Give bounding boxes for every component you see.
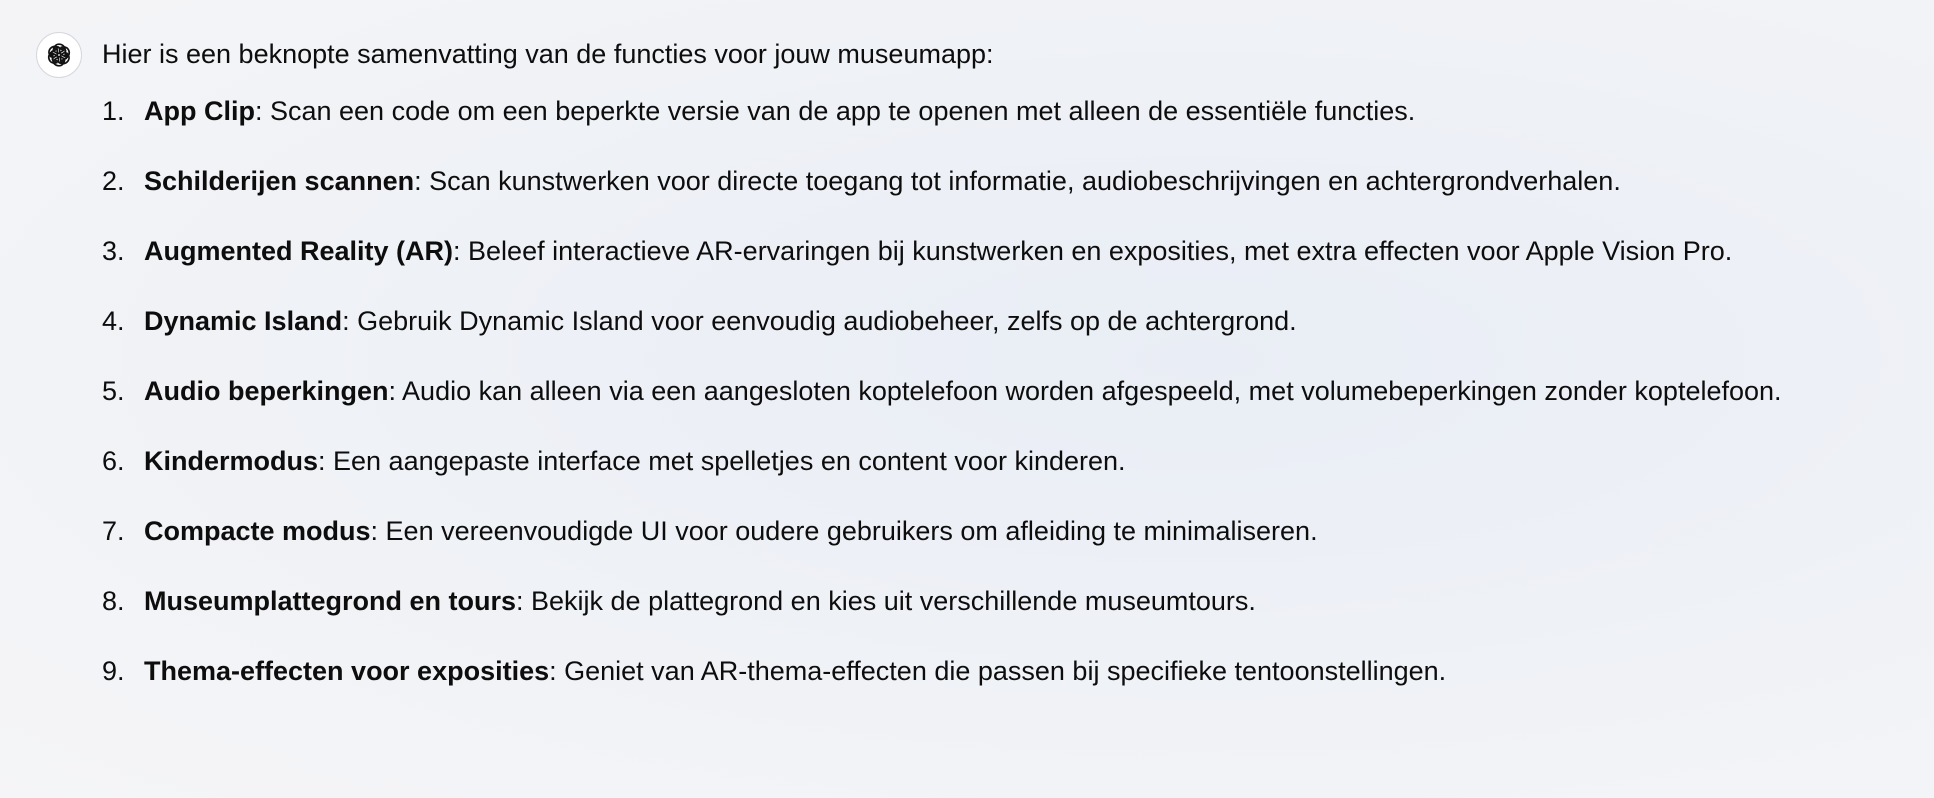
feature-description: : Een aangepaste interface met spelletjes en content voor kinderen. (318, 446, 1126, 476)
feature-description: : Geniet van AR-thema-effecten die passen bij specifieke tentoonstellingen. (549, 656, 1447, 686)
openai-logo-icon (43, 39, 75, 71)
intro-text: Hier is een beknopte samenvatting van de functies voor jouw museumapp: (102, 39, 994, 69)
list-item (102, 578, 1902, 624)
feature-title: Museumplattegrond en tours (144, 586, 517, 616)
list-number: 2. (102, 166, 125, 196)
feature-title: Dynamic Island (144, 306, 343, 336)
feature-description: : Gebruik Dynamic Island voor eenvoudig audiobeheer, zelfs op de achtergrond. (342, 306, 1297, 336)
list-item (102, 228, 1902, 274)
message-content (102, 30, 1902, 718)
list-number: 6. (102, 446, 125, 476)
feature-title: Schilderijen scannen (144, 166, 415, 196)
feature-title: App Clip (144, 96, 255, 126)
list-item (102, 508, 1902, 554)
feature-title: Kindermodus (144, 446, 319, 476)
feature-description: : Scan een code om een beperkte versie van de app te openen met alleen de essentiële functies. (254, 96, 1416, 126)
list-item (102, 368, 1864, 414)
feature-title: Compacte modus (144, 516, 371, 546)
feature-description: : Audio kan alleen via een aangesloten koptelefoon worden afgespeeld, met volumebeperkingen zonder koptelefoon. (388, 376, 1782, 406)
list-number: 8. (102, 586, 125, 616)
list-item (102, 158, 1902, 204)
feature-description: : Bekijk de plattegrond en kies uit verschillende museumtours. (516, 586, 1256, 616)
list-number: 9. (102, 656, 125, 686)
assistant-avatar (36, 32, 82, 78)
list-number: 5. (102, 376, 125, 406)
feature-title: Augmented Reality (AR) (144, 236, 454, 266)
feature-list (102, 88, 1902, 694)
list-item (102, 298, 1902, 344)
list-item (102, 648, 1902, 694)
list-number: 7. (102, 516, 125, 546)
list-number: 1. (102, 96, 125, 126)
feature-description: : Scan kunstwerken voor directe toegang tot informatie, audiobeschrijvingen en achtergrondverhalen. (414, 166, 1621, 196)
feature-description: : Beleef interactieve AR-ervaringen bij kunstwerken en exposities, met extra effecten voor Apple Vision Pro. (453, 236, 1733, 266)
feature-title: Audio beperkingen (144, 376, 389, 406)
feature-description: : Een vereenvoudigde UI voor oudere gebruikers om afleiding te minimaliseren. (370, 516, 1318, 546)
list-number: 4. (102, 306, 125, 336)
feature-title: Thema-effecten voor exposities (144, 656, 550, 686)
list-item (102, 88, 1902, 134)
list-item (102, 438, 1902, 484)
list-number: 3. (102, 236, 125, 266)
